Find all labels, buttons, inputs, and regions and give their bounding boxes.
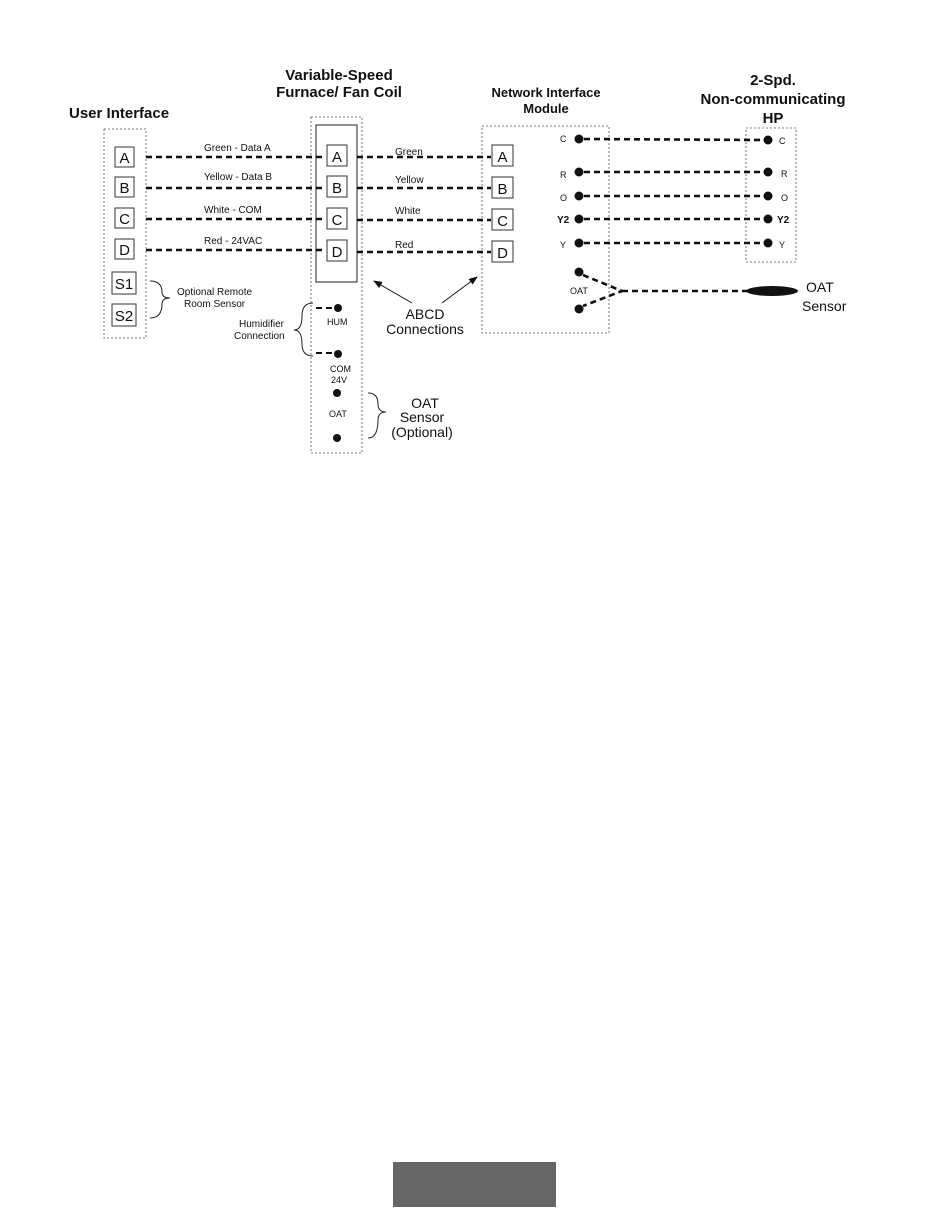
abcd-note-line2: Connections <box>386 321 464 337</box>
furnace-terminal-b <box>327 176 347 197</box>
svg-text:O: O <box>781 193 789 203</box>
svg-text:C: C <box>779 136 786 146</box>
ui-terminal-d <box>115 239 134 259</box>
hp-title-line3: HP <box>762 110 784 127</box>
oat-optional-line3: (Optional) <box>391 424 453 440</box>
hp-pin-o <box>764 192 789 204</box>
svg-text:A: A <box>331 149 343 166</box>
furnace-terminal-d <box>327 240 347 261</box>
svg-text:D: D <box>119 242 130 259</box>
humidifier-brace <box>294 303 313 356</box>
wire-label-white: White <box>395 206 421 217</box>
furnace-pin-hum <box>316 304 348 327</box>
nim-pin-y <box>560 239 584 251</box>
nim-pin-y2 <box>557 215 584 227</box>
svg-text:B: B <box>331 180 343 197</box>
svg-text:D: D <box>497 245 508 262</box>
svg-text:R: R <box>781 169 788 179</box>
furnace-pin-24v <box>331 375 347 397</box>
svg-text:OAT: OAT <box>329 409 347 419</box>
svg-text:C: C <box>497 213 508 230</box>
page-footer-bar <box>393 1162 556 1207</box>
hp-pin-y <box>764 239 786 251</box>
wire-label-red-24vac: Red - 24VAC <box>204 236 263 247</box>
hp-pin-y2 <box>764 215 790 227</box>
abcd-note-line1: ABCD <box>405 306 445 322</box>
svg-text:S1: S1 <box>114 276 134 293</box>
wire-label-green-data-a: Green - Data A <box>204 143 271 154</box>
svg-text:S2: S2 <box>114 308 134 325</box>
ui-terminal-a <box>115 147 134 167</box>
furnace-pin-com <box>316 350 351 374</box>
furnace-terminal-a <box>327 145 347 166</box>
svg-text:C: C <box>331 212 343 229</box>
svg-text:B: B <box>497 181 508 198</box>
ui-terminal-s2 <box>112 304 136 326</box>
wire-label-red: Red <box>395 240 414 251</box>
svg-text:Y: Y <box>779 240 786 250</box>
svg-text:Y: Y <box>560 240 567 250</box>
nim-pin-r <box>560 168 584 181</box>
humidifier-note-line1: Humidifier <box>239 319 285 330</box>
wire-label-green: Green <box>395 147 423 158</box>
svg-text:B: B <box>119 180 130 197</box>
nim-title-line1: Network Interface <box>491 85 601 100</box>
oat-sensor-probe-icon <box>746 286 798 296</box>
ui-terminal-c <box>115 208 134 228</box>
humidifier-note-line2: Connection <box>234 331 285 342</box>
oat-optional-line2: Sensor <box>399 409 445 425</box>
svg-text:HUM: HUM <box>327 317 348 327</box>
furnace-title-line1: Variable-Speed <box>285 67 393 84</box>
hp-pin-c <box>764 136 787 147</box>
furnace-box <box>311 117 362 453</box>
svg-text:C: C <box>119 211 130 228</box>
hp-pin-r <box>764 168 789 180</box>
svg-text:A: A <box>497 149 508 166</box>
oat-sensor-label-line1: OAT <box>806 279 834 295</box>
abcd-arrow-right <box>442 277 477 303</box>
nim-title-line2: Module <box>523 101 569 116</box>
svg-text:D: D <box>331 244 343 261</box>
abcd-arrow-left <box>374 281 412 303</box>
ui-terminal-s1 <box>112 272 136 294</box>
svg-text:Y2: Y2 <box>557 215 570 226</box>
furnace-title-line2: Furnace/ Fan Coil <box>276 84 402 101</box>
svg-text:A: A <box>119 150 130 167</box>
svg-text:COM: COM <box>330 364 351 374</box>
nim-pin-c <box>560 134 584 144</box>
remote-sensor-note-line2: Room Sensor <box>184 299 246 310</box>
nim-terminal-c <box>492 209 513 230</box>
wire-label-yellow-data-b: Yellow - Data B <box>204 172 272 183</box>
svg-text:OAT: OAT <box>570 286 588 296</box>
nim-pin-oat <box>570 268 588 314</box>
remote-sensor-brace <box>150 281 170 318</box>
wire-label-white-com: White - COM <box>204 205 262 216</box>
wire-label-yellow: Yellow <box>395 175 424 186</box>
nim-terminal-b <box>492 177 513 198</box>
nim-pin-o <box>560 192 584 204</box>
svg-text:O: O <box>560 193 568 203</box>
wire-oat-fork <box>583 275 622 306</box>
svg-text:Y2: Y2 <box>777 215 790 226</box>
user-interface-title: User Interface <box>69 105 170 122</box>
nim-terminal-d <box>492 241 513 262</box>
hp-title-line1: 2-Spd. <box>750 72 796 89</box>
remote-sensor-note-line1: Optional Remote <box>177 287 253 298</box>
svg-text:24V: 24V <box>331 375 348 385</box>
oat-optional-brace <box>368 393 386 438</box>
wire-c-hp <box>584 139 764 140</box>
ui-terminal-b <box>115 177 134 197</box>
svg-text:C: C <box>560 134 567 144</box>
furnace-terminal-c <box>327 208 347 229</box>
hp-title-line2: Non-communicating <box>700 91 846 108</box>
oat-optional-line1: OAT <box>411 395 439 411</box>
oat-sensor-label-line2: Sensor <box>802 298 847 314</box>
furnace-pin-oat <box>329 409 347 442</box>
nim-terminal-a <box>492 145 513 166</box>
svg-text:R: R <box>560 170 567 180</box>
